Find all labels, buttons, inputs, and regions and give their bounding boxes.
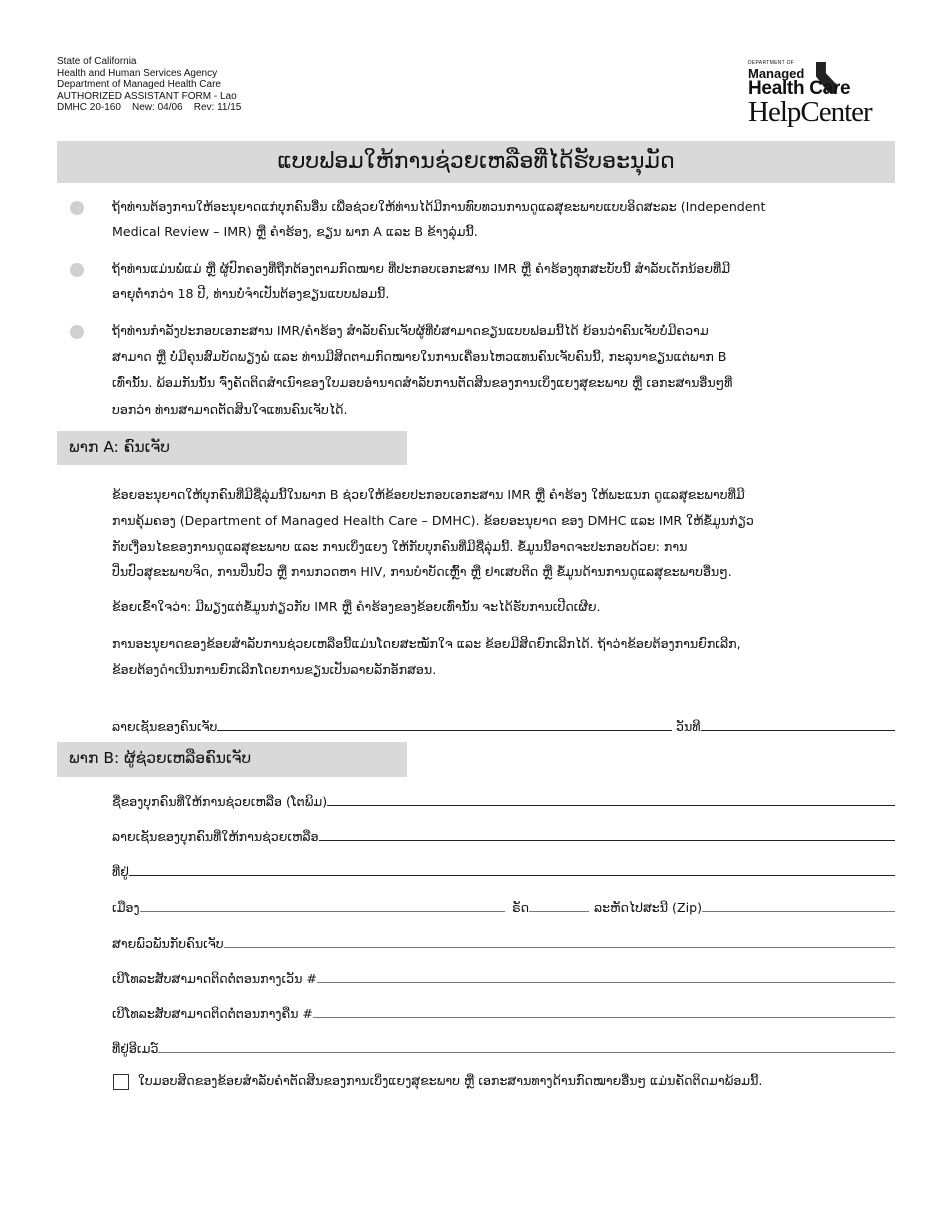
- email-field[interactable]: [112, 1038, 895, 1056]
- bullet-icon: [70, 325, 84, 339]
- relationship-line[interactable]: [224, 947, 895, 948]
- assistant-name-field[interactable]: [112, 791, 895, 809]
- address-line[interactable]: [129, 875, 895, 876]
- relationship-label: ສາຍພົວພັນກັບຄົນເຈັບ: [112, 936, 224, 951]
- bullet-icon: [70, 201, 84, 215]
- part-a-para1-line: ຂ້ອຍອະນຸຍາດໃຫ້ບຸກຄົນທີ່ມີຊື່ລຸ່ມນີ້ໃນພາກ B ຊ່ວຍໃຫ້ຂ້ອຍປະກອບເອກະສານ IMR ຫຼື ຄຳຮ້ອງ ໃຫ້ພະແນກ ດູແລສຸຂະພາບທີ່ມີ: [112, 487, 745, 502]
- bullet-3-line: ເທົ່ານັ້ນ. ພ້ອມກັນນັ້ນ ຈົ່ງຄັດຕິດສຳເນົາຂອງໃບມອບອຳນາດສຳລັບການຕັດສິນຂອງການເບິ່ງແຍງສຸຂະພາບ ຫຼື ເອກະສານອື່ນໆທີ່: [112, 375, 733, 390]
- bullet-1-line: Medical Review – IMR) ຫຼື ຄຳຮ້ອງ, ຂຽນ ພາກ A ແລະ B ຂ້າງລຸ່ມນີ້.: [112, 224, 478, 239]
- form-title-bar: [57, 141, 895, 183]
- logo-help-center: HelpCenter: [748, 96, 872, 128]
- city-line[interactable]: [140, 911, 505, 912]
- state-line[interactable]: [529, 911, 589, 912]
- zip-line[interactable]: [702, 911, 895, 912]
- assistant-name-label: ຊື່ຂອງບຸກຄົນທີ່ໃຫ້ການຊ່ວຍເຫລືອ (ໂຕພິມ): [112, 794, 328, 809]
- part-b-heading-bar: [57, 742, 407, 777]
- bullet-3-line: ສາມາດ ຫຼື ບໍ່ມີຄຸນສົມບັດພຽງພໍ ແລະ ທ່ານມີສິດຕາມກົດໝາຍໃນການເຄື່ອນໄຫວແທນຄົນເຈັບຄົນນີ້, ກະລຸນາຂຽນແຕ່ພາກ B: [112, 349, 727, 364]
- patient-signature-field[interactable]: [112, 716, 672, 734]
- state-label: ຣັດ: [512, 900, 530, 915]
- bullet-1-line: ຖ້າທ່ານຕ້ອງການໃຫ້ອະນຸຍາດແກ່ບຸກຄົນອື່ນ ເພື່ອຊ່ວຍໃຫ້ທ່ານໄດ້ມີການທົບທວນການດູແລສຸຂະພາບແບບອິດສະລະ (Independent: [112, 199, 766, 214]
- bullet-2-line: ຖ້າທ່ານແມ່ນພໍ່ແມ່ ຫຼື ຜູ້ປົກຄອງທີ່ຖືກຕ້ອງຕາມກົດໝາຍ ທີ່ປະກອບເອກະສານ IMR ຫຼື ຄຳຮ້ອງທຸກສະບັບນີ້ ສຳລັບເດັກນ້ອຍທີ່ມີ: [112, 261, 731, 276]
- part-a-heading-bar: [57, 431, 407, 465]
- attachment-checkbox[interactable]: [113, 1074, 129, 1090]
- assistant-signature-field[interactable]: [112, 826, 895, 844]
- state-field[interactable]: [512, 897, 589, 915]
- part-a-para1-line: ກັບເງື່ອນໄຂຂອງການດູແລສຸຂະພາບ ແລະ ການເບິ່ງແຍງ ໃຫ້ກັບບຸກຄົນທີ່ມີຊື່ລຸ່ມນີ້. ຂໍ້ມູນນີ້ອາດຈະປະກອບດ້ວຍ: ການ: [112, 539, 688, 554]
- logo-dept: DEPARTMENT OF: [748, 60, 795, 66]
- header-line: Department of Managed Health Care: [57, 79, 221, 91]
- agency-header: [57, 56, 241, 114]
- night-phone-label: ເບີໂທລະສັບສາມາດຕິດຕໍ່ຕອນກາງຄືນ #: [112, 1006, 313, 1021]
- zip-label: ລະຫັດໄປສະນີ (Zip): [594, 900, 703, 915]
- patient-signature-label: ລາຍເຊັນຂອງຄົນເຈັບ: [112, 719, 218, 734]
- logo-health-care: Health Care: [748, 78, 851, 99]
- part-a-heading: ພາກ A: ຄົນເຈັບ: [69, 438, 170, 456]
- night-phone-field[interactable]: [112, 1003, 895, 1021]
- logo-managed: Managed: [748, 66, 805, 81]
- bullet-icon: [70, 263, 84, 277]
- patient-signature-line[interactable]: [217, 730, 672, 731]
- patient-date-field[interactable]: [676, 716, 895, 734]
- zip-field[interactable]: [594, 897, 895, 915]
- attachment-checkbox-label: ໃບມອບສິດຂອງຂ້ອຍສຳລັບຄຳຕັດສິນຂອງການເບິ່ງແຍງສຸຂະພາບ ຫຼື ເອກະສານທາງດ້ານກົດໝາຍອື່ນໆ ແມ່ນຄັດຕິດມາພ້ອມນີ້.: [138, 1073, 763, 1088]
- part-a-para1-line: ປິ່ນປົວສຸຂະພາບຈິດ, ການປິ່ນປົວ ຫຼື ການກວດຫາ HIV, ການບຳບັດເຫຼົ້າ ຫຼື ຢາເສບຕິດ ຫຼື ຂໍ້ມູນດ້ານການດູແລສຸຂະພາບອື່ນໆ.: [112, 564, 732, 579]
- part-a-para1-line: ການຄຸ້ມຄອງ (Department of Managed Health Care – DMHC). ຂ້ອຍອະນຸຍາດ ຂອງ DMHC ແລະ IMR ໃຫ້ຂໍ້ມູນກ່ຽວ: [112, 513, 754, 528]
- bullet-3-line: ຖ້າທ່ານກຳລັງປະກອບເອກະສານ IMR/ຄຳຮ້ອງ ສຳລັບຄົນເຈັບຜູ້ທີ່ບໍ່ສາມາດຂຽນແບບຟອມນີ້ໄດ້ ຍ້ອນວ່າຄົນເຈັບບໍ່ມີຄວາມ: [112, 323, 709, 338]
- header-line: Health and Human Services Agency: [57, 67, 218, 79]
- part-a-para2: ຂ້ອຍເຂົ້າໃຈວ່າ: ມີພຽງແຕ່ຂໍ້ມູນກ່ຽວກັບ IMR ຫຼື ຄຳຮ້ອງຂອງຂ້ອຍເທົ່ານັ້ນ ຈະໄດ້ຮັບການເປີດເຜີຍ.: [112, 599, 601, 614]
- patient-date-line[interactable]: [701, 730, 895, 731]
- bullet-2-line: ອາຍຸຕ່ຳກວ່າ 18 ປີ, ທ່ານບໍ່ຈຳເປັນຕ້ອງຂຽນແບບຟອມນີ້.: [112, 286, 390, 301]
- assistant-name-line[interactable]: [327, 805, 895, 806]
- part-a-para3-line: ການອະນຸຍາດຂອງຂ້ອຍສຳລັບການຊ່ວຍເຫລືອນີ້ແມ່ນໂດຍສະໝັກໃຈ ແລະ ຂ້ອຍມີສິດຍົກເລີກໄດ້. ຖ້າວ່າຂ້ອຍຕ້ອງການຍົກເລີກ,: [112, 636, 741, 651]
- email-label: ທີ່ຢູ່ອີເມວ໌: [112, 1041, 159, 1056]
- address-label: ທີ່ຢູ່: [112, 864, 129, 879]
- assistant-signature-line[interactable]: [319, 840, 895, 841]
- day-phone-label: ເບີໂທລະສັບສາມາດຕິດຕໍ່ຕອນກາງເວັນ #: [112, 971, 317, 986]
- email-line[interactable]: [158, 1052, 895, 1053]
- dmhc-help-center-logo: [748, 60, 893, 128]
- header-line: AUTHORIZED ASSISTANT FORM - Lao: [57, 90, 237, 102]
- header-line: State of California: [57, 56, 137, 67]
- part-b-heading: ພາກ B: ຜູ້ຊ່ວຍເຫລືອຄົນເຈັບ: [69, 749, 252, 767]
- part-a-para3-line: ຂ້ອຍຕ້ອງດຳເນີນການຍົກເລີກໂດຍການຂຽນເປັນລາຍລັກອັກສອນ.: [112, 662, 437, 677]
- bullet-3-line: ບອກວ່າ ທ່ານສາມາດຕັດສິນໃຈແທນຄົນເຈັບໄດ້.: [112, 402, 348, 417]
- day-phone-line[interactable]: [317, 982, 895, 983]
- city-field[interactable]: [112, 897, 505, 915]
- relationship-field[interactable]: [112, 933, 895, 951]
- assistant-signature-label: ລາຍເຊັນຂອງບຸກຄົນທີ່ໃຫ້ການຊ່ວຍເຫລືອ: [112, 829, 319, 844]
- city-label: ເມືອງ: [112, 900, 140, 915]
- patient-date-label: ວັນທີ: [676, 719, 701, 734]
- form-title: ແບບຟອມໃຫ້ການຊ່ວຍເຫລືອທີ່ໄດ້ຮັບອະນຸມັດ: [277, 149, 675, 174]
- day-phone-field[interactable]: [112, 968, 895, 986]
- address-field[interactable]: [112, 861, 895, 879]
- header-line: DMHC 20-160 New: 04/06 Rev: 11/15: [57, 102, 242, 114]
- night-phone-line[interactable]: [313, 1017, 895, 1018]
